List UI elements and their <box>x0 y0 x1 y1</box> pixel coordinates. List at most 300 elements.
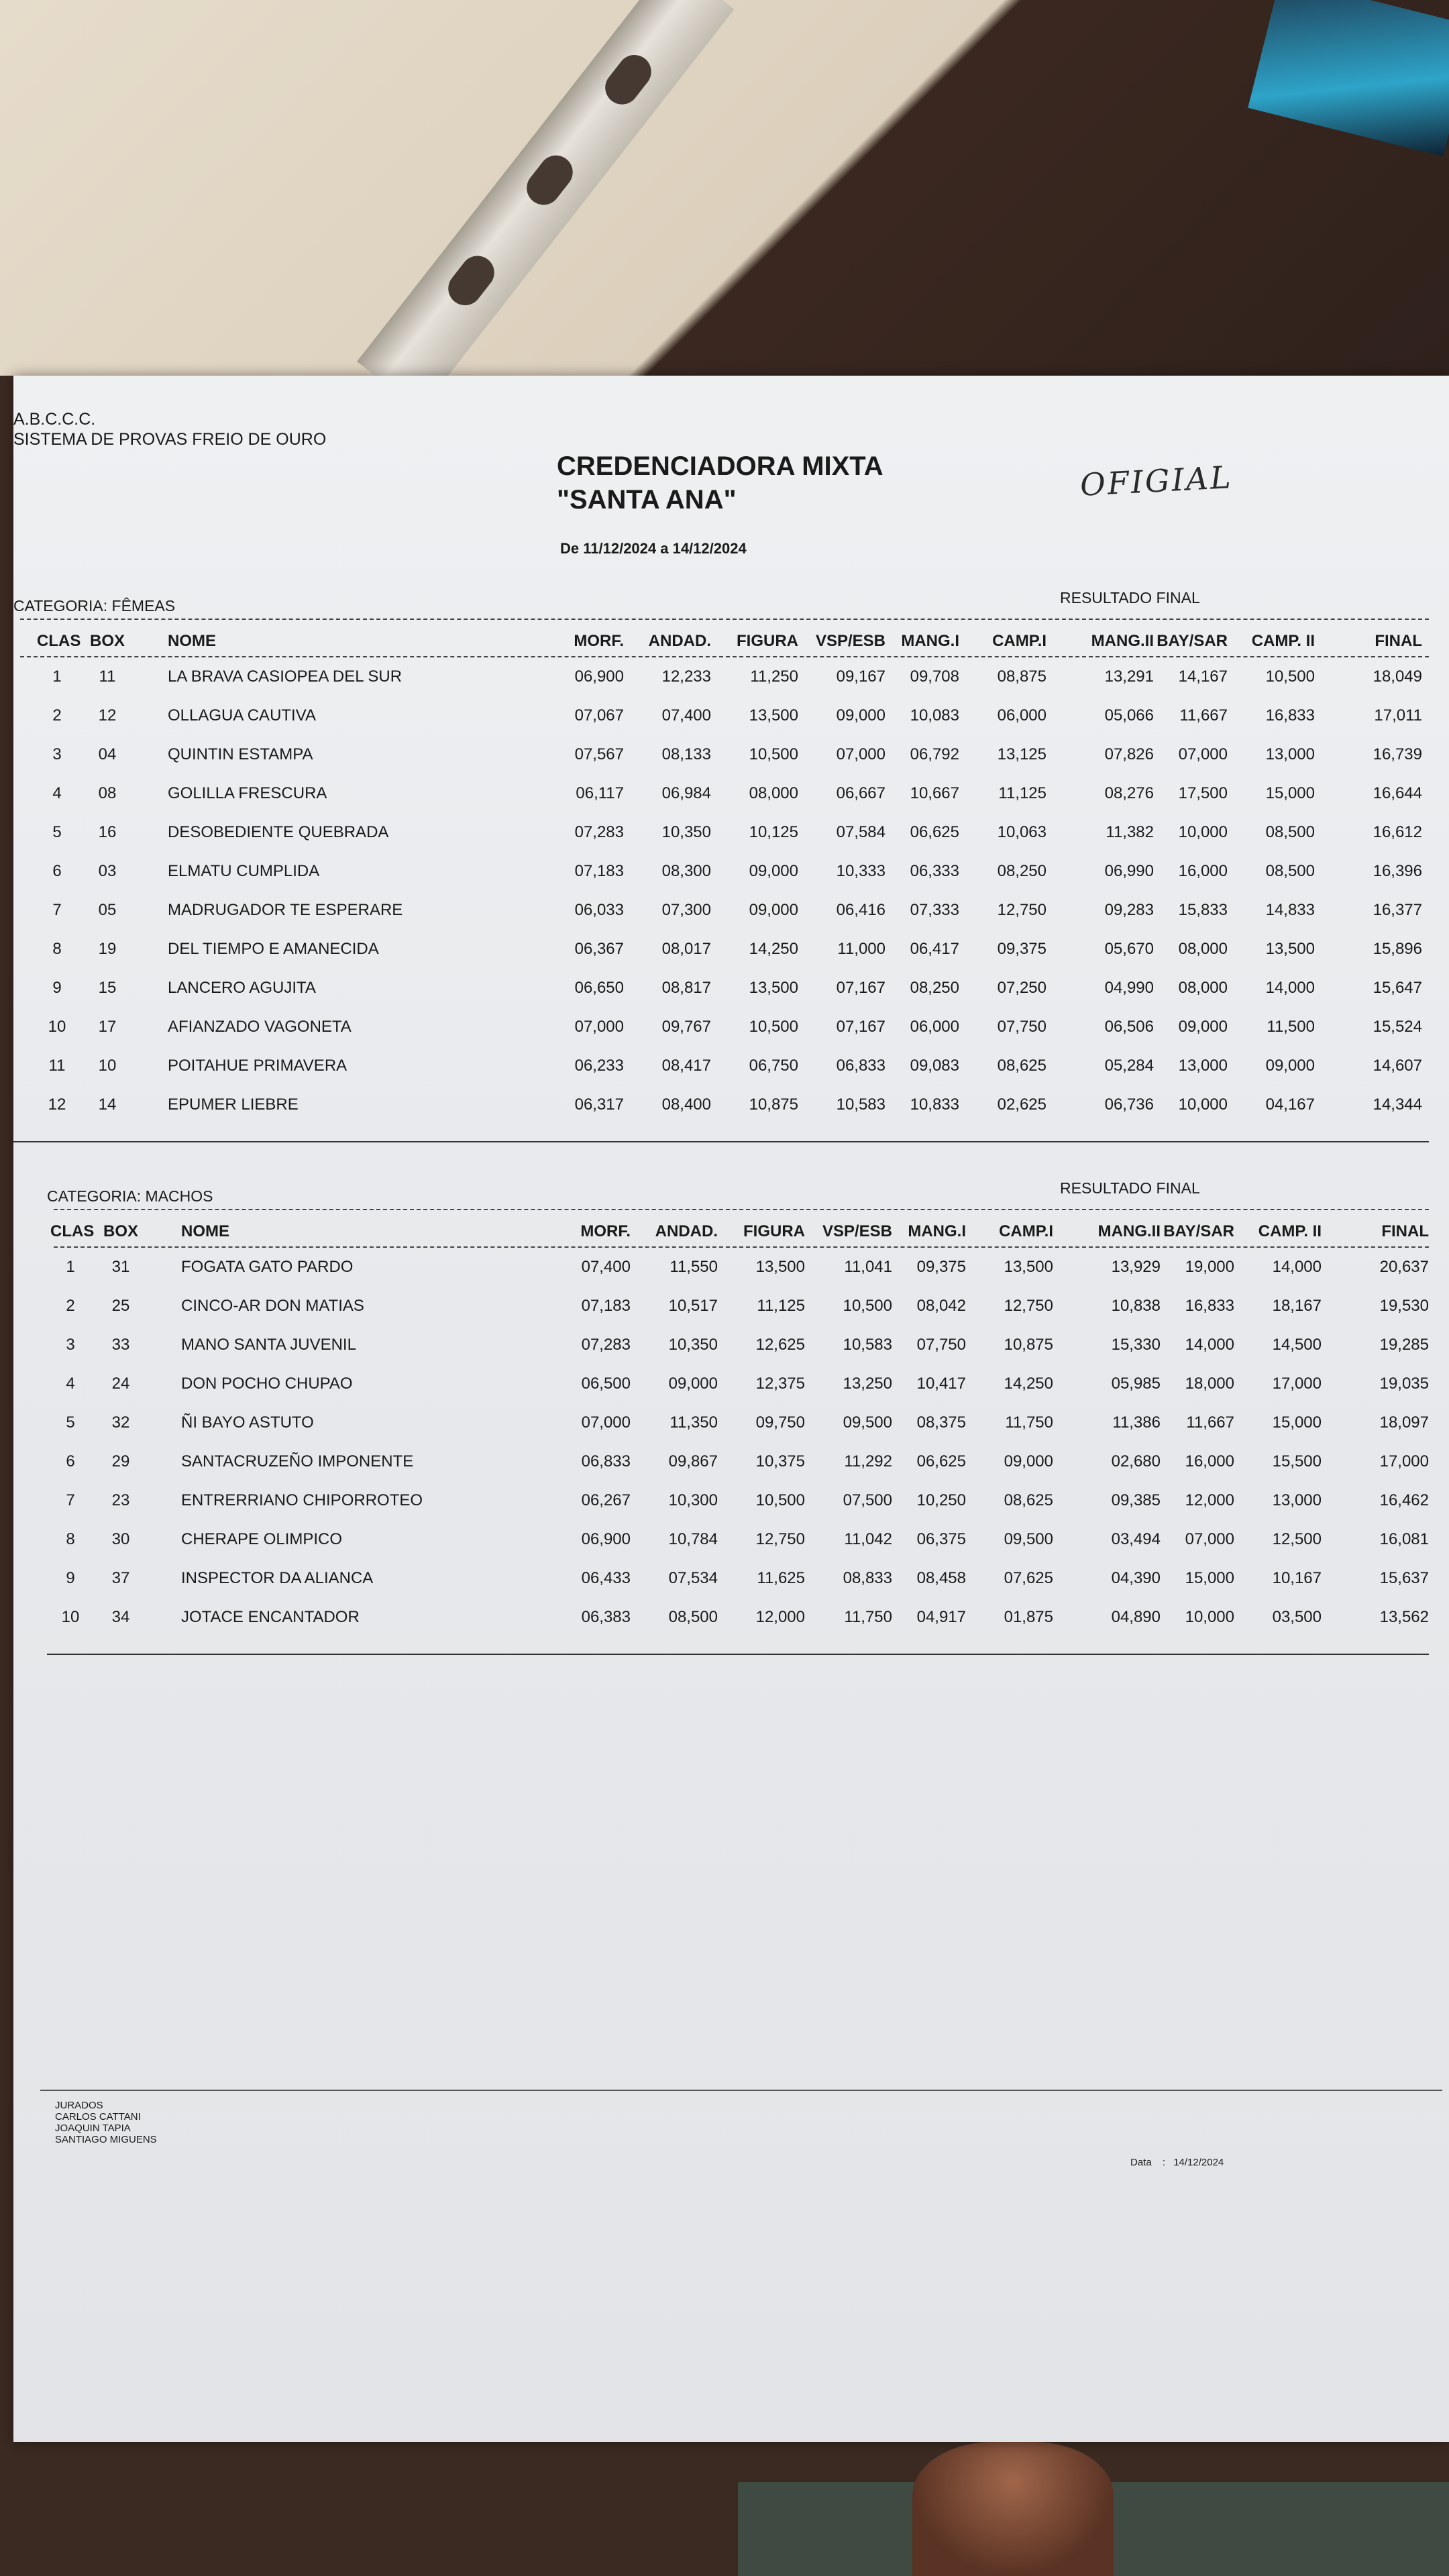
cell-figura: 13,500 <box>749 706 798 724</box>
handwritten-note: OFIGIAL <box>1079 459 1234 503</box>
table-row <box>13 1452 1449 1491</box>
cell-nome: AFIANZADO VAGONETA <box>168 1018 352 1036</box>
cell-figura: 10,375 <box>755 1452 805 1470</box>
cell-vsp-esb: 06,416 <box>836 901 885 919</box>
cell-mang-i: 07,750 <box>916 1336 966 1354</box>
sleeve-hole <box>598 48 658 111</box>
table-row <box>13 979 1449 1018</box>
cell-morf: 06,900 <box>574 667 624 686</box>
table-row <box>13 1018 1449 1057</box>
cell-camp-i: 13,125 <box>997 745 1046 763</box>
cell-figura: 10,500 <box>749 745 798 763</box>
result-label: RESULTADO FINAL <box>1060 589 1200 606</box>
cell-final: 14,344 <box>1373 1095 1422 1114</box>
cell-vsp-esb: 07,584 <box>836 823 885 841</box>
cell-vsp-esb: 07,167 <box>836 979 885 997</box>
cell-mang-i: 06,000 <box>910 1018 959 1036</box>
cell-mang-ii: 03,494 <box>1111 1530 1161 1548</box>
table-row <box>13 862 1449 901</box>
cell-bay-sar: 10,000 <box>1178 823 1228 841</box>
cell-camp-i: 08,875 <box>997 667 1046 686</box>
cell-box: 29 <box>111 1452 130 1470</box>
cell-bay-sar: 13,000 <box>1178 1057 1228 1075</box>
date-label: Data <box>1130 2157 1152 2168</box>
cell-mang-ii: 06,736 <box>1104 1095 1154 1114</box>
cell-clas: 3 <box>66 1336 75 1354</box>
cell-box: 14 <box>98 1095 117 1114</box>
cell-andad: 10,784 <box>668 1530 718 1548</box>
cell-mang-ii: 10,838 <box>1111 1297 1161 1315</box>
cell-camp-i: 07,250 <box>997 979 1046 997</box>
cell-camp-i: 08,625 <box>1004 1491 1053 1509</box>
cell-bay-sar: 07,000 <box>1185 1530 1234 1548</box>
cell-mang-ii: 05,066 <box>1104 706 1154 724</box>
column-header-clas: CLAS <box>50 1222 95 1240</box>
cell-vsp-esb: 07,500 <box>843 1491 892 1509</box>
cell-mang-i: 06,333 <box>910 862 959 880</box>
cell-mang-i: 10,667 <box>910 784 959 802</box>
cell-morf: 07,067 <box>574 706 624 724</box>
jurados-block <box>55 2100 157 2145</box>
cell-camp-ii: 13,500 <box>1265 940 1315 958</box>
cell-morf: 07,000 <box>581 1413 631 1432</box>
column-header-camp-i: CAMP.I <box>999 1222 1053 1240</box>
cell-mang-i: 09,708 <box>910 667 959 686</box>
cell-morf: 06,367 <box>574 940 624 958</box>
cell-final: 17,000 <box>1379 1452 1429 1470</box>
column-header-figura: FIGURA <box>743 1222 805 1240</box>
cell-mang-ii: 05,985 <box>1111 1375 1161 1393</box>
cell-mang-i: 10,833 <box>910 1095 959 1114</box>
cell-camp-i: 06,000 <box>997 706 1046 724</box>
cell-camp-i: 02,625 <box>997 1095 1046 1114</box>
cell-vsp-esb: 09,167 <box>836 667 885 686</box>
cell-mang-ii: 08,276 <box>1104 784 1154 802</box>
cell-figura: 13,500 <box>749 979 798 997</box>
cell-camp-i: 11,125 <box>998 784 1046 802</box>
table-row <box>13 1336 1449 1375</box>
cell-nome: CHERAPE OLIMPICO <box>181 1530 343 1548</box>
cell-nome: GOLILLA FRESCURA <box>168 784 327 802</box>
cell-camp-ii: 10,500 <box>1265 667 1315 686</box>
cell-mang-i: 04,917 <box>916 1608 966 1626</box>
cell-box: 15 <box>98 979 117 997</box>
cell-box: 31 <box>111 1258 130 1276</box>
cell-bay-sar: 15,833 <box>1178 901 1228 919</box>
cell-mang-ii: 06,990 <box>1104 862 1154 880</box>
cell-andad: 08,017 <box>661 940 711 958</box>
cell-mang-i: 09,083 <box>910 1057 959 1075</box>
cell-andad: 07,400 <box>661 706 711 724</box>
cell-figura: 10,500 <box>749 1018 798 1036</box>
cell-nome: ENTRERRIANO CHIPORROTEO <box>181 1491 423 1509</box>
sleeve-hole <box>441 249 501 312</box>
cell-box: 37 <box>111 1569 130 1587</box>
cell-bay-sar: 10,000 <box>1185 1608 1234 1626</box>
cell-morf: 06,233 <box>574 1057 624 1075</box>
cell-mang-ii: 13,291 <box>1104 667 1154 686</box>
cell-vsp-esb: 06,833 <box>836 1057 885 1075</box>
cell-andad: 08,133 <box>661 745 711 763</box>
cell-camp-ii: 09,000 <box>1265 1057 1315 1075</box>
cell-camp-ii: 15,000 <box>1272 1413 1322 1432</box>
cell-camp-ii: 14,500 <box>1272 1336 1322 1354</box>
cell-box: 33 <box>111 1336 130 1354</box>
section-end-rule <box>47 1654 1429 1655</box>
table-row <box>13 706 1449 745</box>
cell-mang-ii: 05,670 <box>1104 940 1154 958</box>
cell-clas: 5 <box>66 1413 75 1432</box>
header-rule-top <box>54 1209 1429 1210</box>
cell-nome: ELMATU CUMPLIDA <box>168 862 320 880</box>
jurado-name: CARLOS CATTANI <box>55 2111 141 2123</box>
jurados-label: JURADOS <box>55 2100 103 2111</box>
cell-camp-i: 01,875 <box>1004 1608 1053 1626</box>
column-header-andad: ANDAD. <box>655 1222 718 1240</box>
cell-final: 17,011 <box>1374 706 1422 724</box>
column-header-nome: NOME <box>181 1222 229 1240</box>
cell-nome: LA BRAVA CASIOPEA DEL SUR <box>168 667 402 686</box>
cell-nome: FOGATA GATO PARDO <box>181 1258 354 1276</box>
cell-camp-ii: 04,167 <box>1265 1095 1315 1114</box>
table-row <box>13 1095 1449 1134</box>
cell-camp-i: 10,063 <box>997 823 1046 841</box>
cell-andad: 08,817 <box>661 979 711 997</box>
cell-clas: 12 <box>48 1095 66 1114</box>
table-row <box>13 1413 1449 1452</box>
cell-bay-sar: 12,000 <box>1185 1491 1234 1509</box>
cell-vsp-esb: 11,292 <box>844 1452 892 1470</box>
cell-vsp-esb: 07,167 <box>836 1018 885 1036</box>
cell-final: 15,524 <box>1373 1018 1422 1036</box>
cell-clas: 9 <box>66 1569 75 1587</box>
cell-clas: 4 <box>66 1375 75 1393</box>
cell-camp-ii: 17,000 <box>1272 1375 1322 1393</box>
cell-camp-i: 13,500 <box>1004 1258 1053 1276</box>
cell-box: 05 <box>98 901 117 919</box>
cell-bay-sar: 08,000 <box>1178 940 1228 958</box>
cell-nome: JOTACE ENCANTADOR <box>181 1608 360 1626</box>
cell-nome: QUINTIN ESTAMPA <box>168 745 313 763</box>
cell-box: 25 <box>111 1297 130 1315</box>
cell-camp-ii: 14,833 <box>1265 901 1315 919</box>
cell-bay-sar: 11,667 <box>1186 1413 1234 1432</box>
cell-bay-sar: 07,000 <box>1178 745 1228 763</box>
cell-clas: 7 <box>52 901 62 919</box>
cell-bay-sar: 16,000 <box>1178 862 1228 880</box>
cell-clas: 7 <box>66 1491 75 1509</box>
cell-mang-i: 08,375 <box>916 1413 966 1432</box>
cell-clas: 5 <box>52 823 62 841</box>
cell-clas: 6 <box>52 862 62 880</box>
cell-mang-i: 07,333 <box>910 901 959 919</box>
header-rule-bottom <box>54 1246 1429 1248</box>
table-row <box>13 901 1449 940</box>
column-header-mang-i: MANG.I <box>901 632 959 650</box>
cell-morf: 06,833 <box>581 1452 631 1470</box>
cell-mang-i: 09,375 <box>916 1258 966 1276</box>
cell-final: 19,285 <box>1379 1336 1429 1354</box>
cell-final: 18,049 <box>1373 667 1422 686</box>
cell-final: 19,530 <box>1379 1297 1429 1315</box>
cell-box: 16 <box>98 823 117 841</box>
cell-andad: 08,400 <box>661 1095 711 1114</box>
cell-camp-ii: 11,500 <box>1267 1018 1315 1036</box>
column-header-morf: MORF. <box>574 632 624 650</box>
cell-final: 16,462 <box>1379 1491 1429 1509</box>
cell-bay-sar: 14,000 <box>1185 1336 1234 1354</box>
cell-mang-i: 06,625 <box>916 1452 966 1470</box>
cell-nome: DEL TIEMPO E AMANECIDA <box>168 940 379 958</box>
cell-clas: 6 <box>66 1452 75 1470</box>
cell-vsp-esb: 09,500 <box>843 1413 892 1432</box>
category-label: CATEGORIA: FÊMEAS <box>13 597 176 614</box>
table-row <box>13 1569 1449 1608</box>
column-header-mang-ii: MANG.II <box>1091 632 1154 650</box>
cell-morf: 06,117 <box>576 784 624 802</box>
cell-vsp-esb: 10,583 <box>836 1095 885 1114</box>
table-row <box>13 745 1449 784</box>
cell-clas: 10 <box>48 1018 66 1036</box>
cell-andad: 08,417 <box>661 1057 711 1075</box>
table-row <box>13 1057 1449 1095</box>
cell-morf: 07,183 <box>581 1297 631 1315</box>
footer-rule <box>40 2090 1442 2091</box>
cell-morf: 07,000 <box>574 1018 624 1036</box>
cell-final: 19,035 <box>1379 1375 1429 1393</box>
cell-nome: SANTACRUZEÑO IMPONENTE <box>181 1452 414 1470</box>
cell-nome: EPUMER LIEBRE <box>168 1095 299 1114</box>
cell-final: 16,739 <box>1373 745 1422 763</box>
cell-andad: 12,233 <box>661 667 711 686</box>
cell-figura: 11,125 <box>757 1297 805 1315</box>
cell-box: 17 <box>98 1018 117 1036</box>
sleeve-hole <box>520 149 580 212</box>
cell-vsp-esb: 09,000 <box>836 706 885 724</box>
date-block <box>1130 2157 1224 2168</box>
cell-mang-ii: 09,385 <box>1111 1491 1161 1509</box>
cell-andad: 09,767 <box>661 1018 711 1036</box>
cell-morf: 07,283 <box>581 1336 631 1354</box>
header-rule-bottom <box>20 656 1429 657</box>
cell-mang-ii: 06,506 <box>1104 1018 1154 1036</box>
cell-bay-sar: 10,000 <box>1178 1095 1228 1114</box>
cell-bay-sar: 08,000 <box>1178 979 1228 997</box>
cell-final: 20,637 <box>1379 1258 1429 1276</box>
column-header-morf: MORF. <box>580 1222 631 1240</box>
cell-box: 03 <box>98 862 117 880</box>
cell-final: 15,896 <box>1373 940 1422 958</box>
cell-clas: 8 <box>52 940 62 958</box>
cell-camp-i: 09,375 <box>997 940 1046 958</box>
cell-andad: 09,867 <box>668 1452 718 1470</box>
column-header-camp-ii: CAMP. II <box>1251 632 1315 650</box>
cell-mang-ii: 04,890 <box>1111 1608 1161 1626</box>
cell-morf: 06,317 <box>574 1095 624 1114</box>
cell-camp-ii: 08,500 <box>1265 862 1315 880</box>
cell-vsp-esb: 07,000 <box>836 745 885 763</box>
cell-camp-i: 07,625 <box>1004 1569 1053 1587</box>
table-row <box>13 667 1449 706</box>
cell-camp-i: 10,875 <box>1004 1336 1053 1354</box>
chair <box>912 2442 1114 2576</box>
cell-final: 13,562 <box>1379 1608 1429 1626</box>
cell-final: 16,396 <box>1373 862 1422 880</box>
cell-final: 15,647 <box>1373 979 1422 997</box>
cell-morf: 06,267 <box>581 1491 631 1509</box>
cell-andad: 07,300 <box>661 901 711 919</box>
column-header-bay-sar: BAY/SAR <box>1157 632 1228 650</box>
cell-figura: 06,750 <box>749 1057 798 1075</box>
cell-clas: 3 <box>52 745 62 763</box>
cell-morf: 06,500 <box>581 1375 631 1393</box>
cell-figura: 10,125 <box>749 823 798 841</box>
cell-final: 16,081 <box>1379 1530 1429 1548</box>
cell-nome: INSPECTOR DA ALIANCA <box>181 1569 374 1587</box>
cell-andad: 08,500 <box>668 1608 718 1626</box>
cell-nome: LANCERO AGUJITA <box>168 979 316 997</box>
cell-camp-i: 09,000 <box>1004 1452 1053 1470</box>
cell-clas: 1 <box>66 1258 75 1276</box>
cell-figura: 12,625 <box>755 1336 805 1354</box>
cell-nome: DESOBEDIENTE QUEBRADA <box>168 823 389 841</box>
cell-box: 19 <box>98 940 117 958</box>
column-header-box: BOX <box>103 1222 138 1240</box>
column-header-vsp-esb: VSP/ESB <box>815 632 885 650</box>
cell-mang-i: 06,375 <box>916 1530 966 1548</box>
cell-camp-ii: 14,000 <box>1272 1258 1322 1276</box>
cell-box: 30 <box>111 1530 130 1548</box>
cell-camp-i: 07,750 <box>997 1018 1046 1036</box>
cell-figura: 09,750 <box>755 1413 805 1432</box>
cell-andad: 11,550 <box>669 1258 718 1276</box>
cell-nome: ÑI BAYO ASTUTO <box>181 1413 314 1432</box>
header-rule-top <box>20 619 1429 620</box>
cell-morf: 07,567 <box>574 745 624 763</box>
cell-figura: 12,000 <box>755 1608 805 1626</box>
cell-andad: 10,350 <box>668 1336 718 1354</box>
cell-camp-i: 12,750 <box>997 901 1046 919</box>
cell-morf: 07,283 <box>574 823 624 841</box>
cell-morf: 06,033 <box>574 901 624 919</box>
cell-camp-i: 09,500 <box>1004 1530 1053 1548</box>
cell-mang-i: 10,250 <box>916 1491 966 1509</box>
cell-figura: 10,500 <box>755 1491 805 1509</box>
cell-bay-sar: 14,167 <box>1178 667 1228 686</box>
table-row <box>13 1530 1449 1569</box>
column-header-mang-ii: MANG.II <box>1097 1222 1161 1240</box>
column-header-camp-ii: CAMP. II <box>1258 1222 1322 1240</box>
cell-figura: 13,500 <box>755 1258 805 1276</box>
cell-clas: 8 <box>66 1530 75 1548</box>
cell-figura: 14,250 <box>749 940 798 958</box>
cell-andad: 11,350 <box>669 1413 718 1432</box>
cell-mang-i: 06,792 <box>910 745 959 763</box>
cell-vsp-esb: 06,667 <box>836 784 885 802</box>
cell-camp-ii: 08,500 <box>1265 823 1315 841</box>
cell-andad: 10,350 <box>661 823 711 841</box>
cell-nome: POITAHUE PRIMAVERA <box>168 1057 347 1075</box>
cell-box: 10 <box>98 1057 117 1075</box>
cell-camp-ii: 14,000 <box>1265 979 1315 997</box>
title-line-2: "SANTA ANA" <box>557 485 737 515</box>
results-sheet <box>13 376 1449 2442</box>
cell-camp-ii: 03,500 <box>1272 1608 1322 1626</box>
cell-figura: 11,625 <box>757 1569 805 1587</box>
column-header-clas: CLAS <box>37 632 81 650</box>
table-row <box>13 1491 1449 1530</box>
cell-mang-i: 08,458 <box>916 1569 966 1587</box>
cell-vsp-esb: 11,750 <box>844 1608 892 1626</box>
column-header-nome: NOME <box>168 632 216 650</box>
cell-clas: 4 <box>52 784 62 802</box>
cell-mang-ii: 02,680 <box>1111 1452 1161 1470</box>
cell-vsp-esb: 11,000 <box>837 940 885 958</box>
cell-figura: 12,750 <box>755 1530 805 1548</box>
cell-camp-i: 11,750 <box>1005 1413 1053 1432</box>
cell-clas: 2 <box>52 706 62 724</box>
table-row <box>13 784 1449 823</box>
cell-vsp-esb: 08,833 <box>843 1569 892 1587</box>
org-line-2: SISTEMA DE PROVAS FREIO DE OURO <box>13 430 327 449</box>
cell-mang-ii: 11,382 <box>1106 823 1154 841</box>
table-row <box>13 1608 1449 1647</box>
title-line-1: CREDENCIADORA MIXTA <box>557 451 883 481</box>
cell-nome: MADRUGADOR TE ESPERARE <box>168 901 403 919</box>
event-period: De 11/12/2024 a 14/12/2024 <box>560 540 747 557</box>
cell-morf: 07,183 <box>574 862 624 880</box>
jurado-name: SANTIAGO MIGUENS <box>55 2134 157 2145</box>
column-header-mang-i: MANG.I <box>908 1222 966 1240</box>
cell-final: 16,644 <box>1373 784 1422 802</box>
cell-nome: MANO SANTA JUVENIL <box>181 1336 356 1354</box>
cell-andad: 10,517 <box>668 1297 718 1315</box>
cell-mang-ii: 09,283 <box>1104 901 1154 919</box>
cell-nome: CINCO-AR DON MATIAS <box>181 1297 364 1315</box>
table-row <box>13 1258 1449 1297</box>
cell-final: 14,607 <box>1373 1057 1422 1075</box>
cell-nome: DON POCHO CHUPAO <box>181 1375 353 1393</box>
cell-bay-sar: 19,000 <box>1185 1258 1234 1276</box>
cell-morf: 06,433 <box>581 1569 631 1587</box>
cell-mang-ii: 04,390 <box>1111 1569 1161 1587</box>
column-header-final: FINAL <box>1375 632 1422 650</box>
cell-mang-ii: 15,330 <box>1111 1336 1161 1354</box>
cell-box: 11 <box>99 667 116 686</box>
cell-nome: OLLAGUA CAUTIVA <box>168 706 316 724</box>
organization-header <box>13 409 326 449</box>
cell-box: 23 <box>111 1491 130 1509</box>
cell-mang-i: 06,417 <box>910 940 959 958</box>
cell-figura: 09,000 <box>749 901 798 919</box>
cell-morf: 06,650 <box>574 979 624 997</box>
cell-clas: 11 <box>48 1057 66 1075</box>
cell-andad: 07,534 <box>668 1569 718 1587</box>
cell-andad: 08,300 <box>661 862 711 880</box>
date-separator: : <box>1162 2157 1166 2168</box>
jurado-name: JOAQUIN TAPIA <box>55 2123 131 2134</box>
column-header-final: FINAL <box>1381 1222 1429 1240</box>
cell-camp-i: 08,625 <box>997 1057 1046 1075</box>
cell-bay-sar: 16,833 <box>1185 1297 1234 1315</box>
cell-box: 24 <box>111 1375 130 1393</box>
cell-mang-i: 08,250 <box>910 979 959 997</box>
cell-camp-i: 08,250 <box>997 862 1046 880</box>
cell-camp-i: 12,750 <box>1004 1297 1053 1315</box>
cell-mang-i: 06,625 <box>910 823 959 841</box>
column-header-box: BOX <box>89 632 125 650</box>
cell-figura: 10,875 <box>749 1095 798 1114</box>
